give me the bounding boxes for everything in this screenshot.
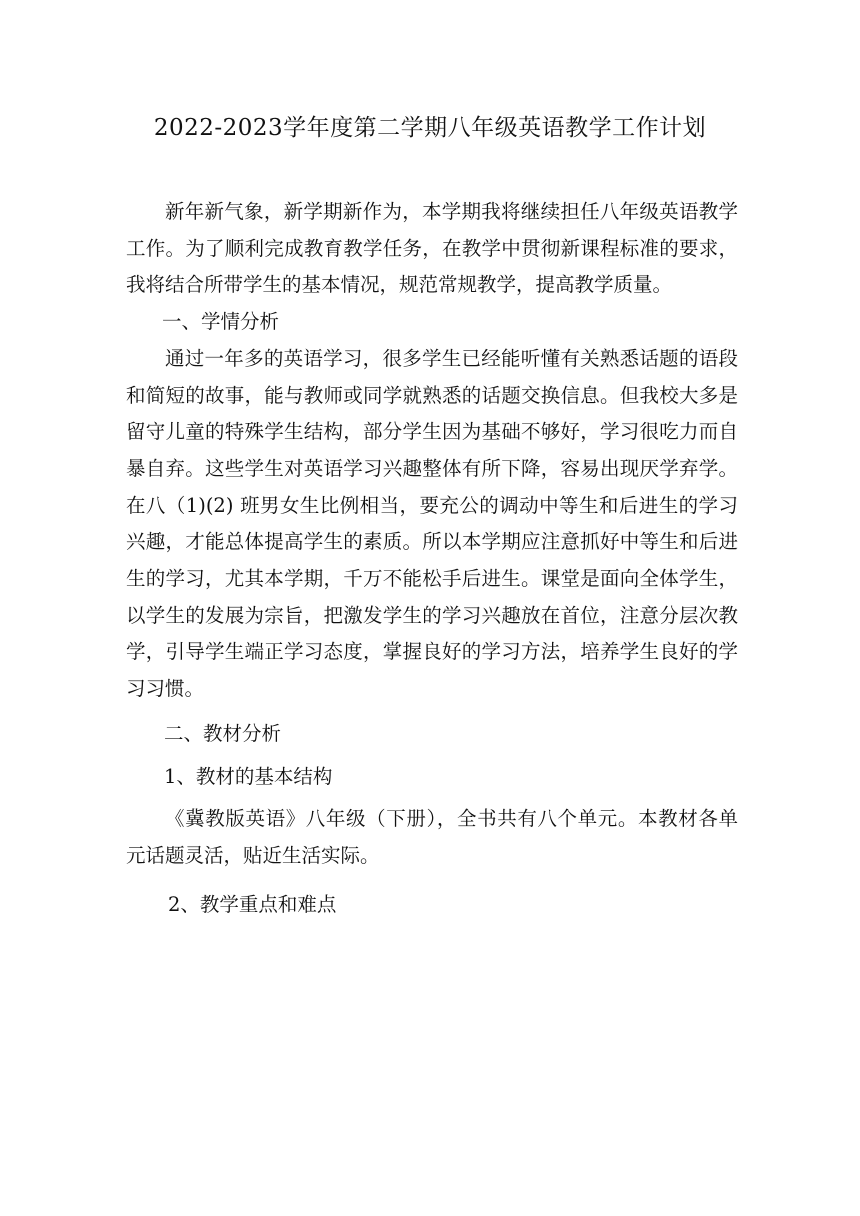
section-heading-student-analysis: 一、学情分析	[162, 310, 280, 334]
intro-paragraph: 新年新气象，新学期新作为，本学期我将继续担任八年级英语教学工作。为了顺利完成教育教学任务，在教学中贯彻新课程标准的要求，我将结合所带学生的基本情况，规范常规教学，提高教学质量。	[126, 200, 738, 297]
subsection-heading-key-points: 2、教学重点和难点	[168, 892, 337, 916]
student-analysis-paragraph: 通过一年多的英语学习，很多学生已经能听懂有关熟悉话题的语段和简短的故事，能与教师或同学就熟悉的话题交换信息。但我校大多是留守儿童的特殊学生结构，部分学生因为基础不够好，学习很吃力而自暴自弃。这些学生对英语学习兴趣整体有所下降，容易出现厌学弃学。在八（1)(2) 班男女生比例相当，要充公的调动中等生和后进生的学习兴趣，才能总体提高学生的素质。所以本学期应注意抓好中等生和后进生的学习，尤其本学期，千万不能松手后进生。课堂是面向全体学生，以学生的发展为宗旨，把激发学生的学习兴趣放在首位，注意分层次教学，引导学生端正学习态度，掌握良好的学习方法，培养学生良好的学习习惯。	[126, 346, 738, 701]
subsection-heading-textbook-structure: 1、教材的基本结构	[164, 764, 333, 788]
section-heading-textbook-analysis: 二、教材分析	[164, 721, 282, 745]
document-title: 2022-2023学年度第二学期八年级英语教学工作计划	[153, 115, 707, 141]
textbook-structure-paragraph: 《冀教版英语》八年级（下册），全书共有八个单元。本教材各单元话题灵活，贴近生活实际。	[126, 807, 738, 867]
document-body	[126, 194, 738, 923]
